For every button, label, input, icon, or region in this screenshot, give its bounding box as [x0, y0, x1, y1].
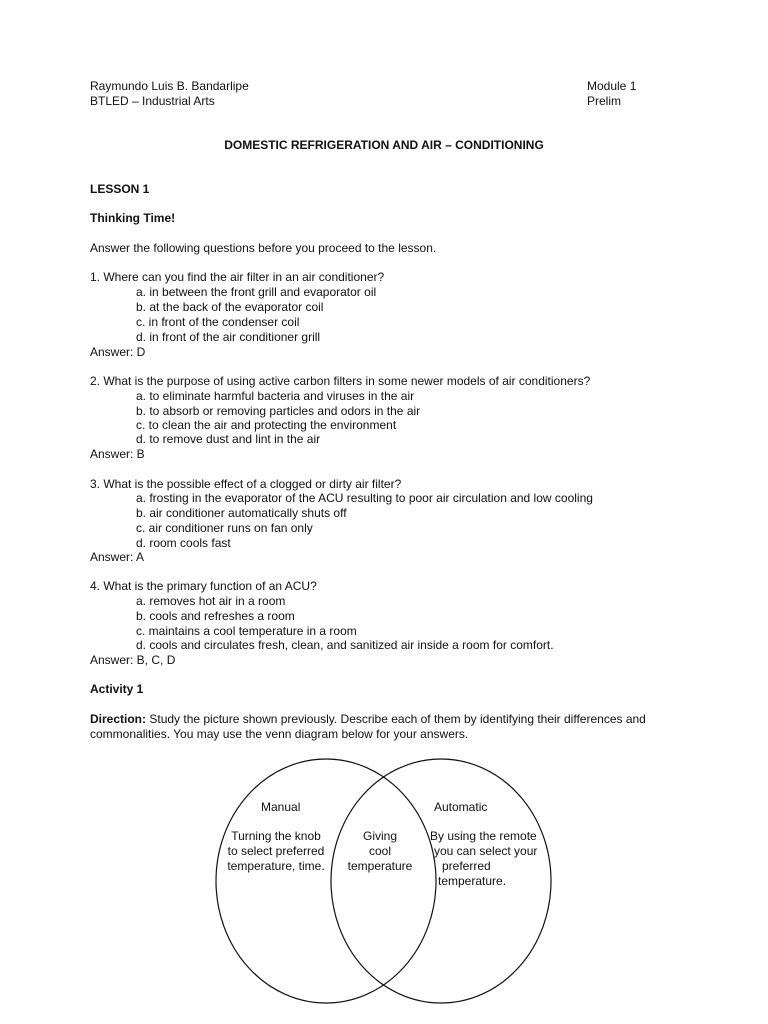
venn-left-line: temperature, time. [227, 859, 325, 873]
direction-text: Study the picture shown previously. Describe each of them by identifying their differences and [146, 712, 646, 726]
question-3-option-c: c. air conditioner runs on fan only [136, 521, 313, 535]
venn-right-text [430, 829, 537, 889]
question-1-option-b: b. at the back of the evaporator coil [136, 300, 324, 314]
question-4-option-b: b. cools and refreshes a room [136, 609, 295, 623]
venn-middle-line: Giving [362, 829, 397, 843]
question-3-answer: Answer: A [90, 550, 145, 564]
question-3-option-d: d. room cools fast [136, 536, 231, 550]
venn-left-line: to select preferred [227, 844, 325, 858]
lesson-heading: LESSON 1 [90, 182, 150, 196]
question-3: 3. What is the possible effect of a clogged or dirty air filter? [90, 477, 402, 491]
venn-left-title: Manual [261, 800, 301, 814]
venn-right-title: Automatic [434, 800, 488, 814]
question-1-option-a: a. in between the front grill and evaporator oil [136, 285, 377, 299]
question-1: 1. Where can you find the air filter in an air conditioner? [90, 270, 385, 284]
document-title: DOMESTIC REFRIGERATION AND AIR – CONDITIONING [224, 138, 544, 152]
author-name: Raymundo Luis B. Bandarlipe [90, 79, 249, 93]
question-2: 2. What is the purpose of using active carbon filters in some newer models of air conditioners? [90, 374, 591, 388]
question-2-option-d: d. to remove dust and lint in the air [136, 432, 321, 446]
term-label: Prelim [587, 94, 622, 108]
activity-direction-line-2: commonalities. You may use the venn diagram below for your answers. [90, 727, 469, 741]
venn-left-text [216, 829, 336, 874]
question-1-option-d: d. in front of the air conditioner grill [136, 330, 321, 344]
program-name: BTLED – Industrial Arts [90, 94, 215, 108]
question-2-option-c: c. to clean the air and protecting the environment [136, 418, 397, 432]
question-2-option-b: b. to absorb or removing particles and odors in the air [136, 404, 421, 418]
question-4-option-a: a. removes hot air in a room [136, 594, 286, 608]
question-3-option-a: a. frosting in the evaporator of the ACU resulting to poor air circulation and low cooling [136, 491, 593, 505]
instruction-text: Answer the following questions before you proceed to the lesson. [90, 241, 437, 255]
venn-left-line: Turning the knob [231, 829, 321, 843]
module-label: Module 1 [587, 79, 637, 93]
question-2-option-a: a. to eliminate harmful bacteria and viruses in the air [136, 389, 415, 403]
question-4-option-c: c. maintains a cool temperature in a room [136, 624, 357, 638]
venn-right-line: you can select your [434, 844, 538, 858]
venn-right-line: preferred [442, 859, 491, 873]
venn-circle-left [216, 759, 436, 1003]
activity-heading: Activity 1 [90, 682, 144, 696]
venn-right-line: By using the remote [430, 829, 537, 843]
question-1-answer: Answer: D [90, 345, 146, 359]
venn-middle-line: temperature [347, 859, 413, 873]
thinking-time-heading: Thinking Time! [90, 211, 176, 225]
venn-right-line: temperature. [438, 874, 507, 888]
question-4-answer: Answer: B, C, D [90, 653, 176, 667]
question-4-option-d: d. cools and circulates fresh, clean, and sanitized air inside a room for comfort. [136, 638, 554, 652]
venn-middle-line: cool [368, 844, 391, 858]
direction-label: Direction: [90, 712, 147, 726]
question-1-option-c: c. in front of the condenser coil [136, 315, 300, 329]
question-3-option-b: b. air conditioner automatically shuts off [136, 506, 347, 520]
question-2-answer: Answer: B [90, 447, 145, 461]
question-4: 4. What is the primary function of an ACU? [90, 579, 317, 593]
venn-middle-text [340, 829, 420, 874]
